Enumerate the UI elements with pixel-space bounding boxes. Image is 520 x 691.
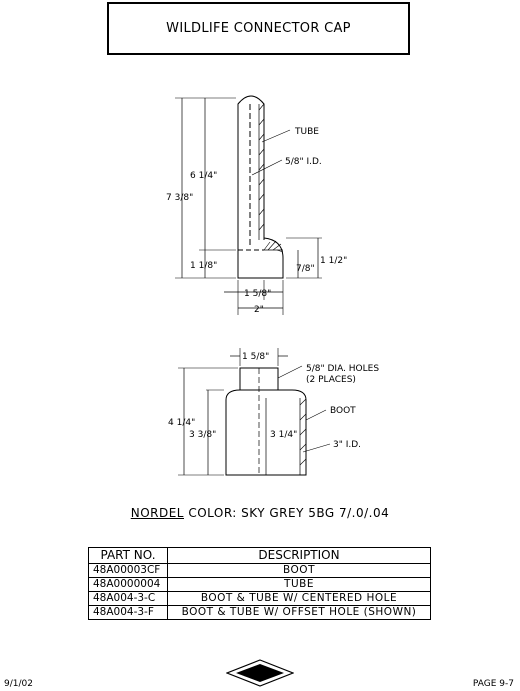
label-boot: BOOT — [330, 406, 356, 416]
part-description: BOOT & TUBE W/ OFFSET HOLE (SHOWN) — [168, 606, 431, 620]
color-spec: COLOR: SKY GREY 5BG 7/.0/.04 — [184, 506, 390, 520]
part-description: BOOT — [168, 564, 431, 578]
label-boot-id: 3" I.D. — [333, 440, 362, 450]
label-places: (2 PLACES) — [306, 375, 356, 385]
label-tube: TUBE — [295, 127, 319, 137]
part-description: TUBE — [168, 578, 431, 592]
tube-outline — [238, 96, 264, 250]
dim-total-boot: 4 1/4" — [168, 418, 196, 428]
part-number: 48A004-3-F — [89, 606, 168, 620]
table-row — [89, 606, 431, 620]
part-number: 48A0000004 — [89, 578, 168, 592]
label-tube-id: 5/8" I.D. — [285, 157, 322, 167]
label-holes: 5/8" DIA. HOLES — [306, 364, 380, 374]
dim-total-side: 7 3/8" — [166, 193, 194, 203]
dim-tube-length: 6 1/4" — [190, 171, 218, 181]
boot-view-drawing — [0, 340, 520, 500]
drawing-title: WILDLIFE CONNECTOR CAP — [166, 21, 351, 36]
dim-boot-left: 3 3/8" — [189, 430, 217, 440]
side-view-drawing — [0, 0, 520, 330]
tube-hatch — [259, 104, 264, 230]
dim-top-width: 1 5/8" — [242, 352, 270, 362]
table-row — [89, 564, 431, 578]
table-row — [89, 578, 431, 592]
table-header-row — [89, 548, 431, 564]
dim-boot-inner: 3 1/4" — [270, 430, 298, 440]
logo-text: WARCO — [243, 669, 277, 679]
footer-page: PAGE 9-7 — [472, 679, 514, 689]
dim-width-1: 1 5/8" — [244, 289, 272, 299]
header-description: DESCRIPTION — [168, 548, 431, 564]
dim-width-2: 2" — [254, 305, 264, 315]
part-description: BOOT & TUBE W/ CENTERED HOLE — [168, 592, 431, 606]
footer-date: 9/1/02 — [4, 679, 33, 689]
parts-table — [88, 547, 431, 620]
boot-outline — [238, 238, 283, 278]
warco-logo — [226, 659, 294, 687]
dim-boot-right: 1 1/2" — [320, 256, 348, 266]
part-number: 48A004-3-C — [89, 592, 168, 606]
material-name: NORDEL — [130, 506, 184, 520]
part-number: 48A00003CF — [89, 564, 168, 578]
dim-step: 7/8" — [296, 264, 315, 274]
table-row — [89, 592, 431, 606]
color-note — [0, 506, 520, 520]
header-part-no: PART NO. — [89, 548, 168, 564]
boot-wall-hatch — [300, 399, 306, 465]
dim-boot-height: 1 1/8" — [190, 261, 218, 271]
